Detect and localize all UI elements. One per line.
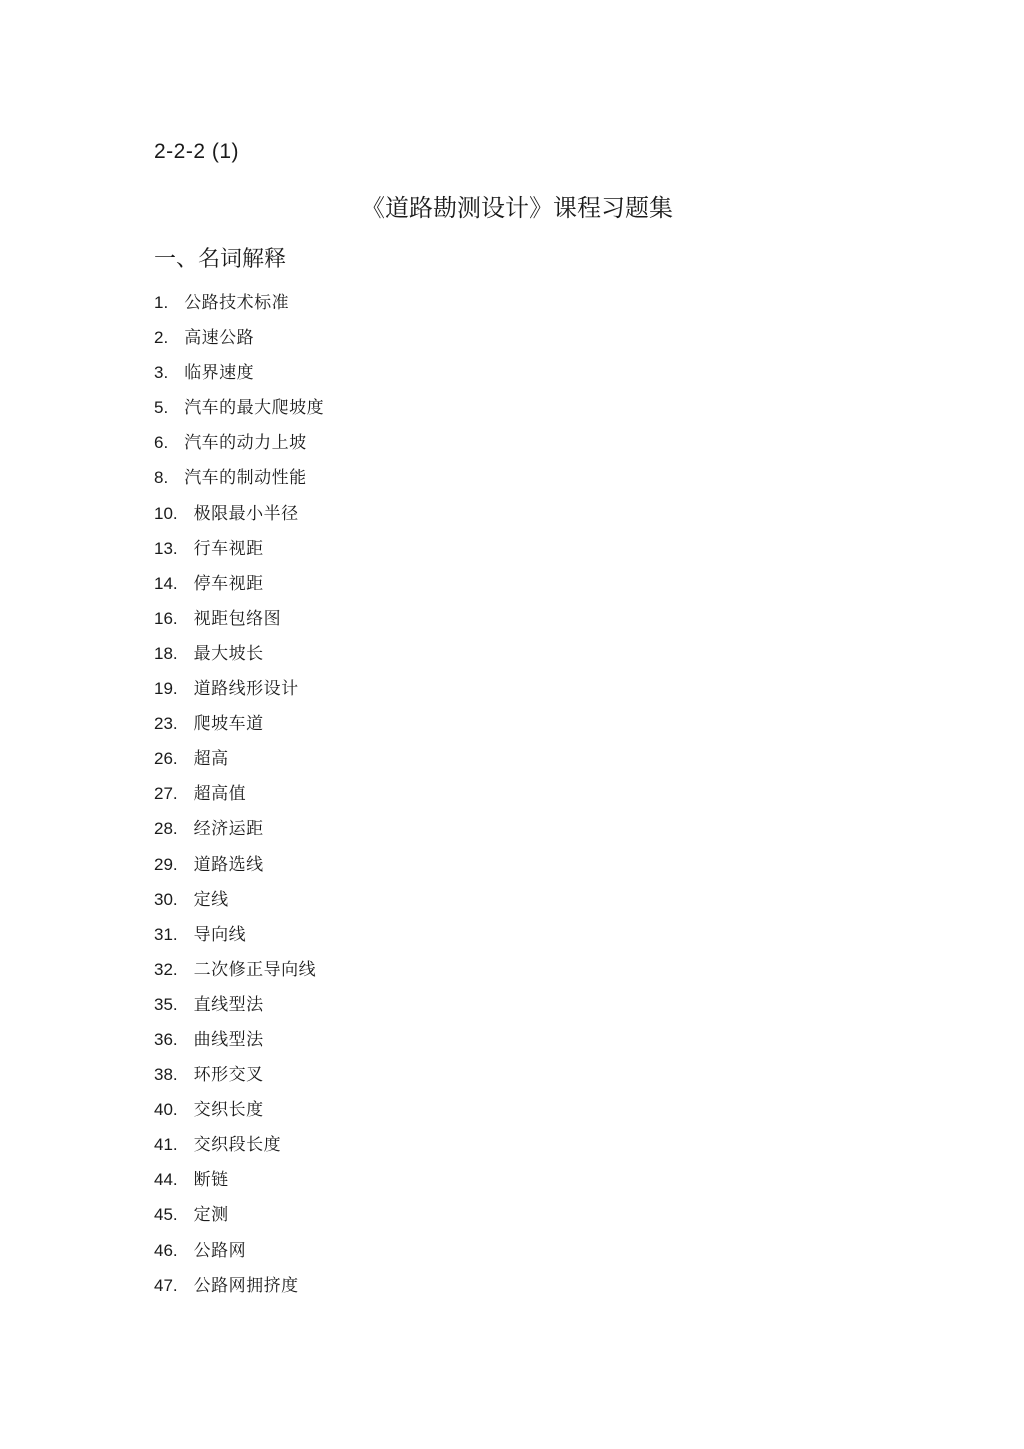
term-text: 超高值 (193, 784, 247, 805)
term-number: 30. (154, 889, 178, 909)
list-item (154, 990, 324, 1025)
list-item (154, 779, 324, 814)
term-number: 23. (154, 714, 178, 734)
term-number: 28. (154, 819, 178, 839)
term-number: 18. (154, 643, 178, 663)
term-number: 47. (154, 1275, 178, 1295)
term-number: 29. (154, 854, 178, 874)
term-text: 公路网 (193, 1240, 247, 1261)
term-text: 汽车的最大爬坡度 (184, 398, 325, 419)
term-text: 交织段长度 (193, 1135, 282, 1156)
term-number: 6. (154, 433, 169, 453)
term-text: 视距包络图 (193, 608, 282, 629)
term-text: 最大坡长 (193, 643, 264, 664)
term-number: 10. (154, 503, 178, 523)
list-item (154, 569, 324, 604)
list-item (154, 639, 324, 674)
term-text: 道路线形设计 (193, 679, 299, 700)
term-number: 45. (154, 1205, 178, 1225)
term-number: 16. (154, 608, 178, 628)
list-item (154, 499, 324, 534)
list-item (154, 1200, 324, 1235)
list-item (154, 604, 324, 639)
term-number: 44. (154, 1170, 178, 1190)
term-text: 行车视距 (193, 538, 264, 559)
term-text: 定线 (193, 889, 229, 910)
term-text: 环形交叉 (193, 1065, 264, 1086)
term-number: 35. (154, 994, 178, 1014)
term-text: 临界速度 (184, 363, 255, 384)
term-number: 36. (154, 1029, 178, 1049)
list-item (154, 955, 324, 990)
term-number: 46. (154, 1240, 178, 1260)
list-item (154, 1025, 324, 1060)
term-number: 3. (154, 363, 169, 383)
list-item (154, 1060, 324, 1095)
list-item (154, 1236, 324, 1271)
term-number: 13. (154, 538, 178, 558)
list-item (154, 1271, 324, 1306)
term-number: 40. (154, 1100, 178, 1120)
term-number: 26. (154, 749, 178, 769)
list-item (154, 850, 324, 885)
term-text: 断链 (193, 1170, 229, 1191)
list-item (154, 674, 324, 709)
term-text: 直线型法 (193, 994, 264, 1015)
term-text: 交织长度 (193, 1100, 264, 1121)
list-item (154, 1130, 324, 1165)
term-number: 8. (154, 468, 169, 488)
term-number: 38. (154, 1065, 178, 1085)
term-text: 经济运距 (193, 819, 264, 840)
list-item (154, 920, 324, 955)
list-item (154, 744, 324, 779)
term-text: 曲线型法 (193, 1029, 264, 1050)
list-item (154, 534, 324, 569)
list-item (154, 709, 324, 744)
term-number: 19. (154, 679, 178, 699)
term-text: 极限最小半径 (193, 503, 299, 524)
term-text: 爬坡车道 (193, 714, 264, 735)
document-title: 《道路勘测设计》课程习题集 (361, 194, 673, 222)
list-item (154, 1095, 324, 1130)
term-text: 超高 (193, 749, 229, 770)
section-heading: 一、名词解释 (154, 247, 287, 272)
list-item (154, 428, 324, 463)
list-item (154, 1165, 324, 1200)
term-number: 27. (154, 784, 178, 804)
list-item (154, 288, 324, 323)
term-number: 1. (154, 293, 169, 312)
term-text: 汽车的制动性能 (184, 468, 307, 489)
term-number: 5. (154, 398, 169, 418)
term-text: 道路选线 (193, 854, 264, 875)
term-text: 定测 (193, 1205, 229, 1226)
term-number: 14. (154, 573, 178, 593)
list-item (154, 814, 324, 849)
term-text: 汽车的动力上坡 (184, 433, 307, 454)
term-text: 停车视距 (193, 573, 264, 594)
term-text: 公路技术标准 (184, 293, 290, 313)
list-item (154, 323, 324, 358)
list-item (154, 358, 324, 393)
term-text: 二次修正导向线 (193, 959, 317, 980)
term-number: 41. (154, 1135, 178, 1155)
term-number: 2. (154, 328, 169, 348)
term-number: 32. (154, 959, 178, 979)
term-list (154, 288, 324, 1306)
term-text: 公路网拥挤度 (193, 1275, 299, 1296)
list-item (154, 463, 324, 498)
list-item (154, 885, 324, 920)
term-text: 导向线 (193, 924, 247, 945)
document-code: 2-2-2 (1) (154, 140, 240, 163)
list-item (154, 393, 324, 428)
term-text: 高速公路 (184, 328, 255, 349)
term-number: 31. (154, 924, 178, 944)
